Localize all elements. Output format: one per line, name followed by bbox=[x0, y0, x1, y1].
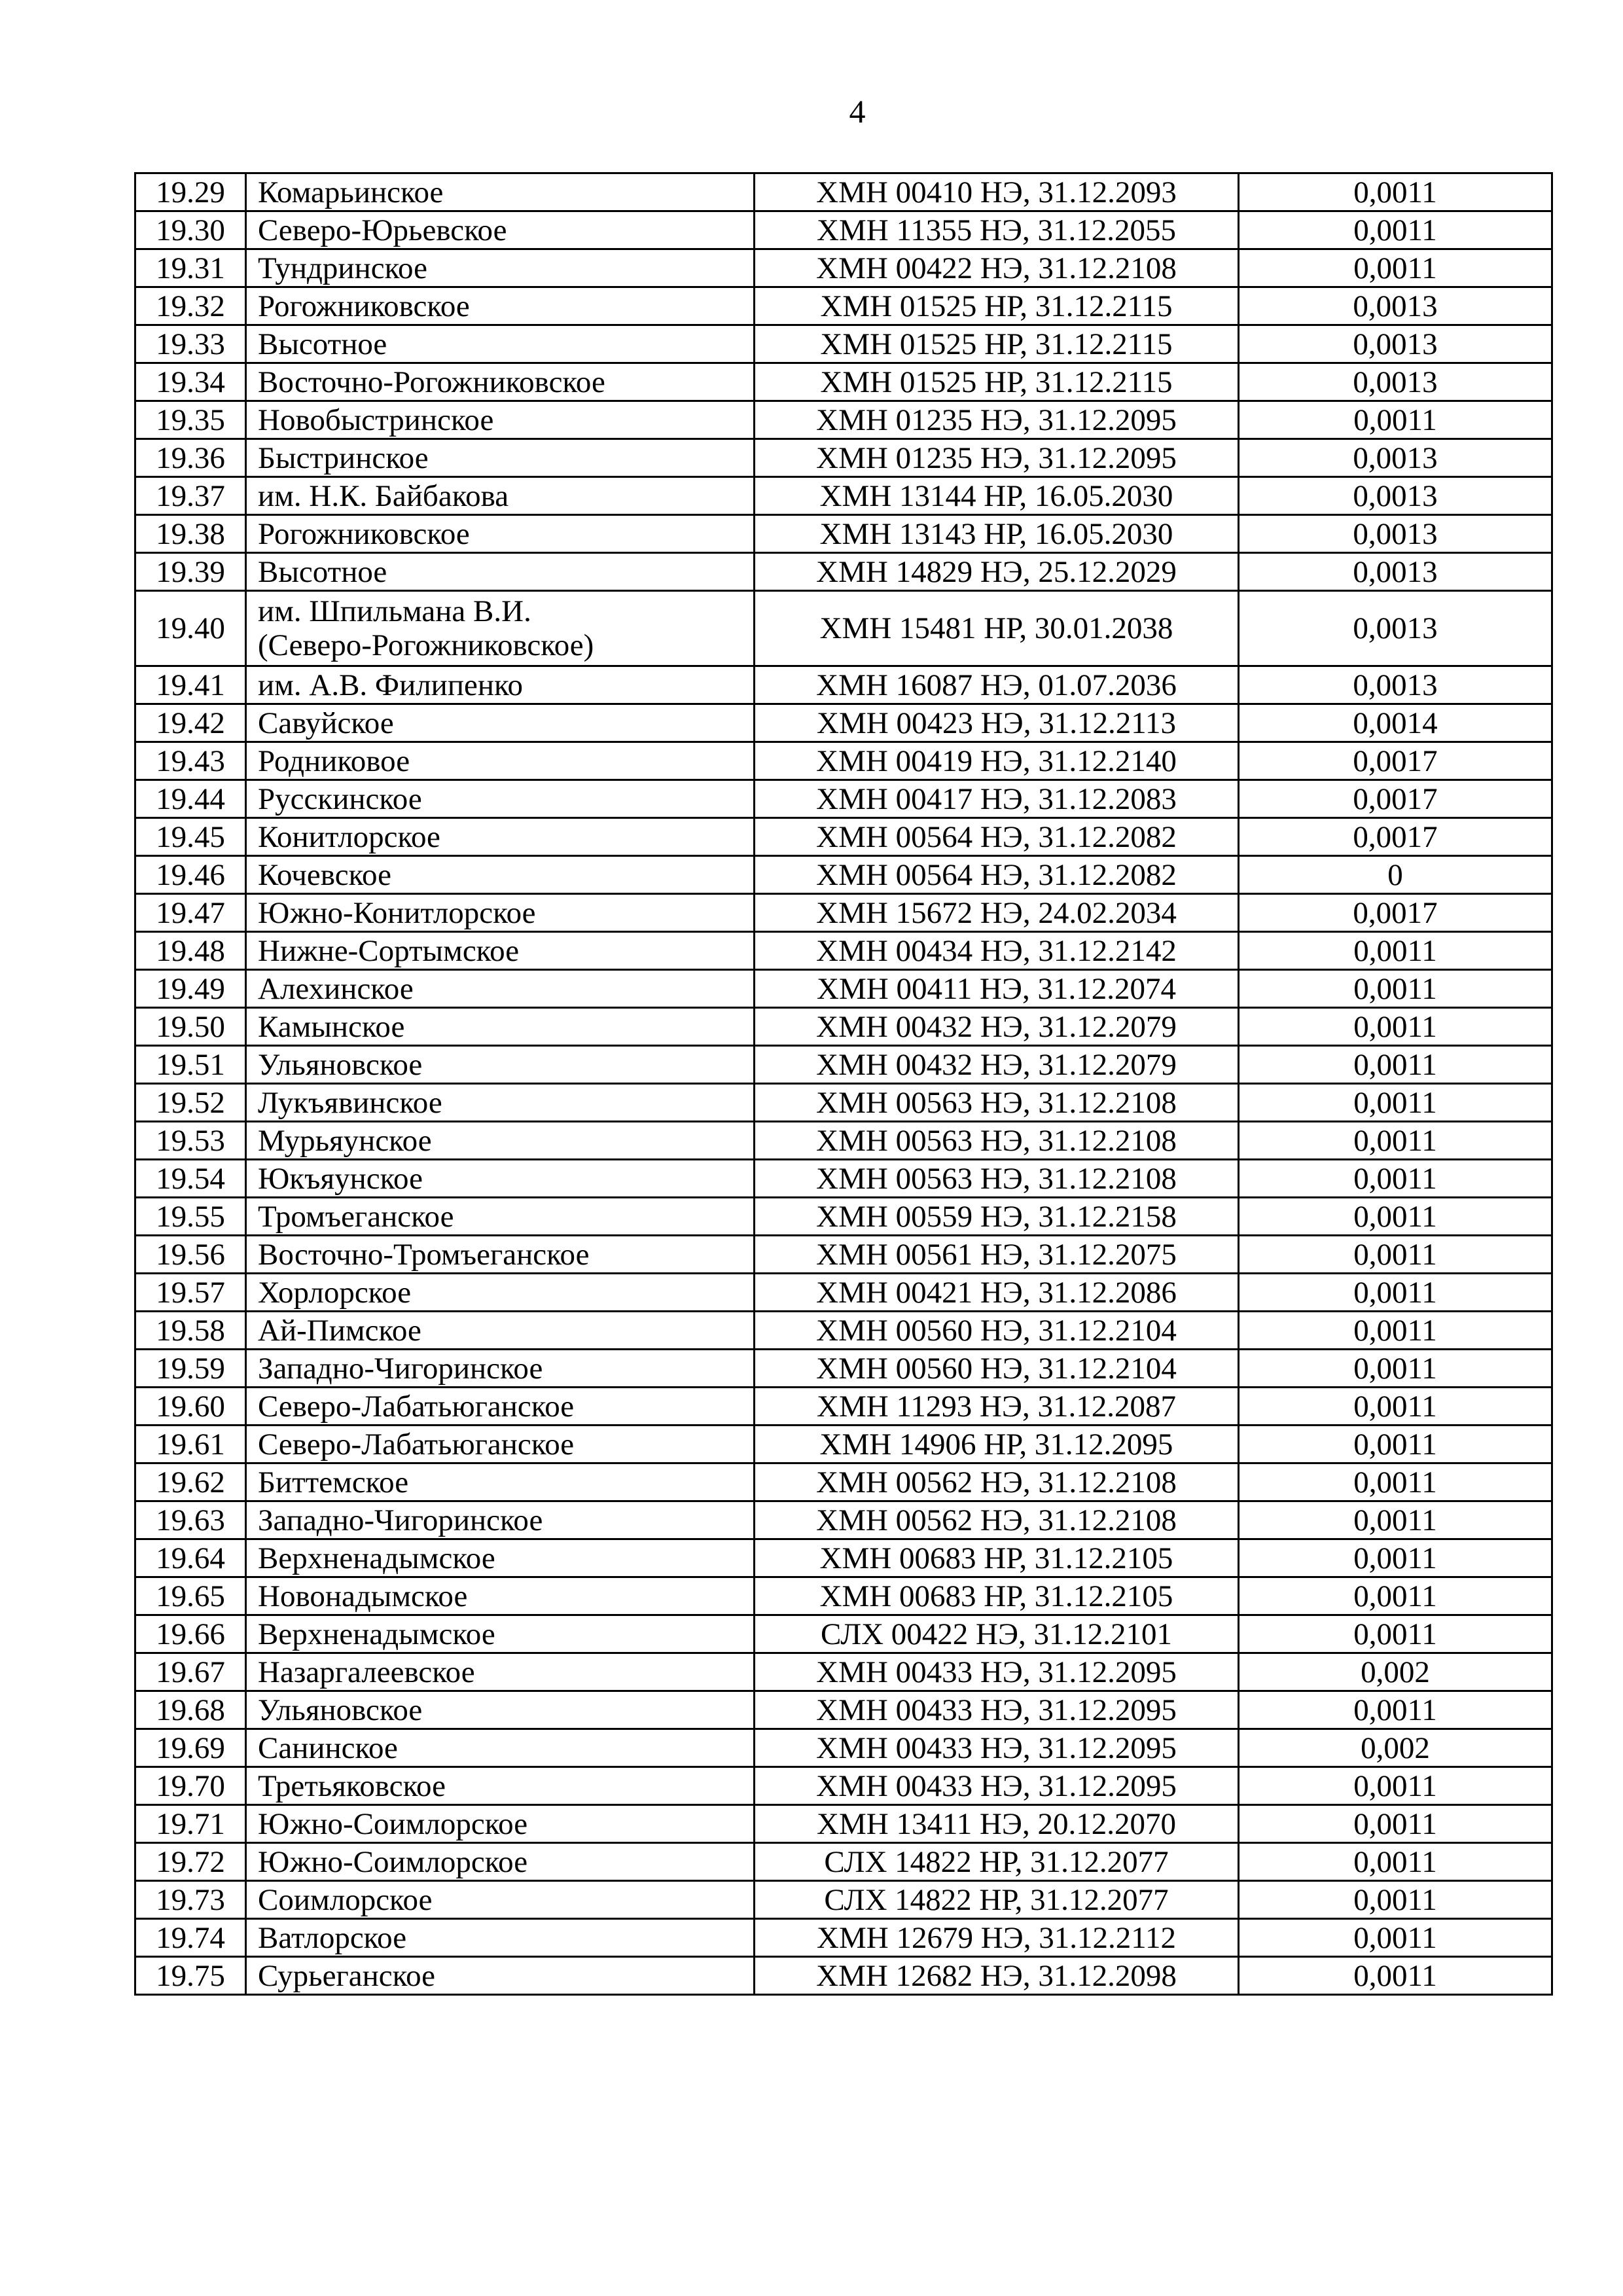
deposit-name-cell bbox=[246, 742, 755, 780]
table-row bbox=[135, 932, 1552, 970]
deposit-name-cell bbox=[246, 1577, 755, 1615]
deposit-name-line: Русскинское bbox=[258, 781, 422, 816]
coefficient-cell: 0,0013 bbox=[1239, 325, 1552, 363]
deposit-name-line: Кочевское bbox=[258, 857, 391, 892]
deposit-name-cell bbox=[246, 780, 755, 818]
coefficient-cell: 0,0011 bbox=[1239, 211, 1552, 249]
table-row bbox=[135, 325, 1552, 363]
deposit-name-line: Конитлорское bbox=[258, 819, 440, 854]
deposit-name-line: Тундринское bbox=[258, 251, 427, 285]
license-cell: ХМН 01235 НЭ, 31.12.2095 bbox=[755, 401, 1239, 439]
row-number-cell: 19.50 bbox=[135, 1008, 246, 1046]
license-cell: ХМН 15481 НР, 30.01.2038 bbox=[755, 591, 1239, 666]
license-cell: ХМН 14829 НЭ, 25.12.2029 bbox=[755, 553, 1239, 591]
deposit-name-cell bbox=[246, 1843, 755, 1881]
row-number-cell: 19.61 bbox=[135, 1426, 246, 1463]
coefficient-cell: 0,0011 bbox=[1239, 1046, 1552, 1084]
license-cell: ХМН 00562 НЭ, 31.12.2108 bbox=[755, 1463, 1239, 1501]
deposit-name-cell bbox=[246, 553, 755, 591]
deposit-name-line: Комарьинское bbox=[258, 175, 444, 209]
row-number-cell: 19.65 bbox=[135, 1577, 246, 1615]
deposit-name-cell bbox=[246, 1312, 755, 1350]
row-number-cell: 19.60 bbox=[135, 1388, 246, 1426]
deposit-name-cell bbox=[246, 477, 755, 515]
row-number-cell: 19.55 bbox=[135, 1198, 246, 1236]
table-row bbox=[135, 1805, 1552, 1843]
deposit-name-cell bbox=[246, 1501, 755, 1539]
license-cell: ХМН 13411 НЭ, 20.12.2070 bbox=[755, 1805, 1239, 1843]
deposit-name-cell bbox=[246, 856, 755, 894]
row-number-cell: 19.31 bbox=[135, 249, 246, 287]
row-number-cell: 19.36 bbox=[135, 439, 246, 477]
deposit-name-cell bbox=[246, 1122, 755, 1160]
deposit-name-line: Ульяновское bbox=[258, 1693, 423, 1727]
deposit-name-line: Лукъявинское bbox=[258, 1085, 442, 1120]
deposit-name-cell bbox=[246, 1388, 755, 1426]
table-row bbox=[135, 477, 1552, 515]
row-number-cell: 19.64 bbox=[135, 1539, 246, 1577]
coefficient-cell: 0,0011 bbox=[1239, 1426, 1552, 1463]
table-row bbox=[135, 742, 1552, 780]
license-cell: ХМН 00562 НЭ, 31.12.2108 bbox=[755, 1501, 1239, 1539]
deposits-table bbox=[134, 172, 1553, 1996]
deposit-name-cell bbox=[246, 325, 755, 363]
row-number-cell: 19.54 bbox=[135, 1160, 246, 1198]
deposit-name-cell bbox=[246, 1463, 755, 1501]
license-cell: ХМН 00432 НЭ, 31.12.2079 bbox=[755, 1008, 1239, 1046]
table-row bbox=[135, 249, 1552, 287]
coefficient-cell: 0,0013 bbox=[1239, 591, 1552, 666]
license-cell: ХМН 00434 НЭ, 31.12.2142 bbox=[755, 932, 1239, 970]
deposit-name-line: Юкъяунское bbox=[258, 1161, 423, 1196]
table-row bbox=[135, 1767, 1552, 1805]
row-number-cell: 19.75 bbox=[135, 1957, 246, 1995]
deposit-name-cell bbox=[246, 818, 755, 856]
coefficient-cell: 0,0011 bbox=[1239, 1957, 1552, 1995]
deposit-name-cell bbox=[246, 439, 755, 477]
coefficient-cell: 0,0011 bbox=[1239, 1350, 1552, 1388]
row-number-cell: 19.41 bbox=[135, 666, 246, 704]
deposit-name-line: Камынское bbox=[258, 1009, 405, 1044]
license-cell: ХМН 13143 НР, 16.05.2030 bbox=[755, 515, 1239, 553]
license-cell: ХМН 00417 НЭ, 31.12.2083 bbox=[755, 780, 1239, 818]
deposit-name-cell bbox=[246, 1653, 755, 1691]
deposit-name-line: Верхненадымское bbox=[258, 1617, 495, 1651]
coefficient-cell: 0,0011 bbox=[1239, 970, 1552, 1008]
table-row bbox=[135, 1122, 1552, 1160]
deposit-name-line: Восточно-Тромъеганское bbox=[258, 1237, 590, 1272]
deposit-name-line: Северо-Юрьевское bbox=[258, 213, 507, 247]
deposit-name-line: (Северо-Рогожниковское) bbox=[258, 628, 594, 662]
license-cell: ХМН 00560 НЭ, 31.12.2104 bbox=[755, 1350, 1239, 1388]
table-row bbox=[135, 1957, 1552, 1995]
deposit-name-cell bbox=[246, 1046, 755, 1084]
license-cell: ХМН 12682 НЭ, 31.12.2098 bbox=[755, 1957, 1239, 1995]
coefficient-cell: 0,0011 bbox=[1239, 1160, 1552, 1198]
deposit-name-cell bbox=[246, 666, 755, 704]
coefficient-cell: 0,0011 bbox=[1239, 1539, 1552, 1577]
license-cell: ХМН 16087 НЭ, 01.07.2036 bbox=[755, 666, 1239, 704]
coefficient-cell: 0,0011 bbox=[1239, 1198, 1552, 1236]
coefficient-cell: 0,0013 bbox=[1239, 477, 1552, 515]
row-number-cell: 19.35 bbox=[135, 401, 246, 439]
deposit-name-line: Рогожниковское bbox=[258, 516, 470, 551]
deposit-name-line: им. А.В. Филипенко bbox=[258, 668, 523, 702]
coefficient-cell: 0,0011 bbox=[1239, 401, 1552, 439]
coefficient-cell: 0,0017 bbox=[1239, 818, 1552, 856]
table-row bbox=[135, 401, 1552, 439]
deposit-name-cell bbox=[246, 1274, 755, 1312]
deposit-name-cell bbox=[246, 1881, 755, 1919]
coefficient-cell: 0,0017 bbox=[1239, 780, 1552, 818]
deposit-name-cell bbox=[246, 211, 755, 249]
deposit-name-line: Ульяновское bbox=[258, 1047, 423, 1082]
license-cell: ХМН 00564 НЭ, 31.12.2082 bbox=[755, 818, 1239, 856]
coefficient-cell: 0,0011 bbox=[1239, 1084, 1552, 1122]
row-number-cell: 19.38 bbox=[135, 515, 246, 553]
table-row bbox=[135, 1843, 1552, 1881]
license-cell: ХМН 00410 НЭ, 31.12.2093 bbox=[755, 173, 1239, 211]
coefficient-cell: 0,0011 bbox=[1239, 1274, 1552, 1312]
row-number-cell: 19.49 bbox=[135, 970, 246, 1008]
deposit-name-cell bbox=[246, 363, 755, 401]
row-number-cell: 19.30 bbox=[135, 211, 246, 249]
table-row bbox=[135, 666, 1552, 704]
row-number-cell: 19.44 bbox=[135, 780, 246, 818]
deposit-name-line: им. Н.К. Байбакова bbox=[258, 478, 509, 513]
license-cell: ХМН 00433 НЭ, 31.12.2095 bbox=[755, 1729, 1239, 1767]
table-row bbox=[135, 1388, 1552, 1426]
table-row bbox=[135, 1539, 1552, 1577]
row-number-cell: 19.46 bbox=[135, 856, 246, 894]
coefficient-cell: 0,0011 bbox=[1239, 173, 1552, 211]
coefficient-cell: 0,002 bbox=[1239, 1729, 1552, 1767]
deposit-name-line: Родниковое bbox=[258, 744, 410, 778]
row-number-cell: 19.66 bbox=[135, 1615, 246, 1653]
deposit-name-line: Верхненадымское bbox=[258, 1541, 495, 1575]
deposit-name-cell bbox=[246, 173, 755, 211]
deposit-name-line: Тромъеганское bbox=[258, 1199, 454, 1234]
coefficient-cell: 0,0011 bbox=[1239, 932, 1552, 970]
table-row bbox=[135, 591, 1552, 666]
license-cell: ХМН 11293 НЭ, 31.12.2087 bbox=[755, 1388, 1239, 1426]
coefficient-cell: 0 bbox=[1239, 856, 1552, 894]
license-cell: ХМН 01525 НР, 31.12.2115 bbox=[755, 287, 1239, 325]
table-row bbox=[135, 856, 1552, 894]
deposit-name-line: Биттемское bbox=[258, 1465, 409, 1499]
deposit-name-line: Мурьяунское bbox=[258, 1123, 432, 1158]
table-row bbox=[135, 1463, 1552, 1501]
row-number-cell: 19.69 bbox=[135, 1729, 246, 1767]
table-row bbox=[135, 1501, 1552, 1539]
deposit-name-line: им. Шпильмана В.И. bbox=[258, 594, 531, 628]
deposit-name-cell bbox=[246, 401, 755, 439]
deposit-name-line: Алехинское bbox=[258, 971, 414, 1006]
deposit-name-line: Высотное bbox=[258, 327, 387, 361]
table-row bbox=[135, 287, 1552, 325]
row-number-cell: 19.33 bbox=[135, 325, 246, 363]
deposit-name-cell bbox=[246, 704, 755, 742]
coefficient-cell: 0,0011 bbox=[1239, 1767, 1552, 1805]
coefficient-cell: 0,0011 bbox=[1239, 1881, 1552, 1919]
coefficient-cell: 0,0017 bbox=[1239, 742, 1552, 780]
deposits-table-wrapper bbox=[134, 172, 1551, 1996]
coefficient-cell: 0,0011 bbox=[1239, 1919, 1552, 1957]
deposit-name-cell bbox=[246, 515, 755, 553]
license-cell: ХМН 00563 НЭ, 31.12.2108 bbox=[755, 1084, 1239, 1122]
row-number-cell: 19.34 bbox=[135, 363, 246, 401]
table-row bbox=[135, 363, 1552, 401]
license-cell: ХМН 12679 НЭ, 31.12.2112 bbox=[755, 1919, 1239, 1957]
row-number-cell: 19.53 bbox=[135, 1122, 246, 1160]
row-number-cell: 19.45 bbox=[135, 818, 246, 856]
license-cell: ХМН 00560 НЭ, 31.12.2104 bbox=[755, 1312, 1239, 1350]
row-number-cell: 19.39 bbox=[135, 553, 246, 591]
table-row bbox=[135, 1653, 1552, 1691]
coefficient-cell: 0,0011 bbox=[1239, 249, 1552, 287]
license-cell: СЛХ 14822 НР, 31.12.2077 bbox=[755, 1881, 1239, 1919]
license-cell: ХМН 00432 НЭ, 31.12.2079 bbox=[755, 1046, 1239, 1084]
deposit-name-line: Быстринское bbox=[258, 440, 429, 475]
deposit-name-cell bbox=[246, 1729, 755, 1767]
license-cell: ХМН 00423 НЭ, 31.12.2113 bbox=[755, 704, 1239, 742]
table-body bbox=[135, 173, 1552, 1995]
coefficient-cell: 0,0011 bbox=[1239, 1312, 1552, 1350]
row-number-cell: 19.29 bbox=[135, 173, 246, 211]
table-row bbox=[135, 1160, 1552, 1198]
row-number-cell: 19.68 bbox=[135, 1691, 246, 1729]
license-cell: ХМН 13144 НР, 16.05.2030 bbox=[755, 477, 1239, 515]
license-cell: ХМН 00564 НЭ, 31.12.2082 bbox=[755, 856, 1239, 894]
row-number-cell: 19.32 bbox=[135, 287, 246, 325]
row-number-cell: 19.40 bbox=[135, 591, 246, 666]
deposit-name-line: Сурьеганское bbox=[258, 1958, 436, 1993]
deposit-name-line: Соимлорское bbox=[258, 1882, 433, 1917]
coefficient-cell: 0,0017 bbox=[1239, 894, 1552, 932]
deposit-name-line: Высотное bbox=[258, 554, 387, 589]
deposit-name-line: Назаргалеевское bbox=[258, 1655, 475, 1689]
row-number-cell: 19.70 bbox=[135, 1767, 246, 1805]
deposit-name-cell bbox=[246, 1767, 755, 1805]
table-row bbox=[135, 1577, 1552, 1615]
coefficient-cell: 0,0011 bbox=[1239, 1691, 1552, 1729]
license-cell: ХМН 00421 НЭ, 31.12.2086 bbox=[755, 1274, 1239, 1312]
deposit-name-cell bbox=[246, 932, 755, 970]
row-number-cell: 19.58 bbox=[135, 1312, 246, 1350]
deposit-name-line: Южно-Соимлорское bbox=[258, 1806, 528, 1841]
deposit-name-cell bbox=[246, 1919, 755, 1957]
deposit-name-line: Санинское bbox=[258, 1731, 398, 1765]
table-row bbox=[135, 894, 1552, 932]
deposit-name-line: Южно-Соимлорское bbox=[258, 1844, 528, 1879]
deposit-name-line: Южно-Конитлорское bbox=[258, 895, 536, 930]
deposit-name-cell bbox=[246, 894, 755, 932]
deposit-name-line: Ай-Пимское bbox=[258, 1313, 421, 1348]
table-row bbox=[135, 1312, 1552, 1350]
deposit-name-cell bbox=[246, 1615, 755, 1653]
coefficient-cell: 0,0011 bbox=[1239, 1388, 1552, 1426]
row-number-cell: 19.43 bbox=[135, 742, 246, 780]
license-cell: СЛХ 00422 НЭ, 31.12.2101 bbox=[755, 1615, 1239, 1653]
row-number-cell: 19.51 bbox=[135, 1046, 246, 1084]
deposit-name-cell bbox=[246, 1198, 755, 1236]
coefficient-cell: 0,0011 bbox=[1239, 1843, 1552, 1881]
deposit-name-cell bbox=[246, 1008, 755, 1046]
table-row bbox=[135, 704, 1552, 742]
license-cell: ХМН 00563 НЭ, 31.12.2108 bbox=[755, 1160, 1239, 1198]
row-number-cell: 19.56 bbox=[135, 1236, 246, 1274]
coefficient-cell: 0,0011 bbox=[1239, 1008, 1552, 1046]
row-number-cell: 19.74 bbox=[135, 1919, 246, 1957]
coefficient-cell: 0,0013 bbox=[1239, 515, 1552, 553]
coefficient-cell: 0,0011 bbox=[1239, 1615, 1552, 1653]
coefficient-cell: 0,0014 bbox=[1239, 704, 1552, 742]
row-number-cell: 19.71 bbox=[135, 1805, 246, 1843]
table-row bbox=[135, 1350, 1552, 1388]
deposit-name-cell bbox=[246, 1236, 755, 1274]
coefficient-cell: 0,0013 bbox=[1239, 553, 1552, 591]
page-number: 4 bbox=[849, 93, 866, 130]
row-number-cell: 19.72 bbox=[135, 1843, 246, 1881]
row-number-cell: 19.42 bbox=[135, 704, 246, 742]
deposit-name-line: Хорлорское bbox=[258, 1275, 412, 1310]
deposit-name-line: Новобыстринское bbox=[258, 403, 494, 437]
license-cell: ХМН 00433 НЭ, 31.12.2095 bbox=[755, 1653, 1239, 1691]
coefficient-cell: 0,0013 bbox=[1239, 439, 1552, 477]
row-number-cell: 19.73 bbox=[135, 1881, 246, 1919]
coefficient-cell: 0,0013 bbox=[1239, 666, 1552, 704]
table-row bbox=[135, 553, 1552, 591]
coefficient-cell: 0,0013 bbox=[1239, 287, 1552, 325]
deposit-name-cell bbox=[246, 1084, 755, 1122]
deposit-name-line: Западно-Чигоринское bbox=[258, 1351, 543, 1386]
license-cell: ХМН 01525 НР, 31.12.2115 bbox=[755, 363, 1239, 401]
coefficient-cell: 0,0011 bbox=[1239, 1236, 1552, 1274]
coefficient-cell: 0,002 bbox=[1239, 1653, 1552, 1691]
table-row bbox=[135, 1426, 1552, 1463]
deposit-name-line: Нижне-Сортымское bbox=[258, 933, 520, 968]
deposit-name-line: Восточно-Рогожниковское bbox=[258, 365, 605, 399]
license-cell: СЛХ 14822 НР, 31.12.2077 bbox=[755, 1843, 1239, 1881]
license-cell: ХМН 00419 НЭ, 31.12.2140 bbox=[755, 742, 1239, 780]
table-row bbox=[135, 1008, 1552, 1046]
row-number-cell: 19.47 bbox=[135, 894, 246, 932]
table-row bbox=[135, 1198, 1552, 1236]
deposit-name-cell bbox=[246, 1160, 755, 1198]
table-row bbox=[135, 439, 1552, 477]
row-number-cell: 19.59 bbox=[135, 1350, 246, 1388]
table-row bbox=[135, 818, 1552, 856]
coefficient-cell: 0,0011 bbox=[1239, 1577, 1552, 1615]
deposit-name-cell bbox=[246, 1539, 755, 1577]
license-cell: ХМН 00433 НЭ, 31.12.2095 bbox=[755, 1691, 1239, 1729]
coefficient-cell: 0,0011 bbox=[1239, 1122, 1552, 1160]
table-row bbox=[135, 1691, 1552, 1729]
row-number-cell: 19.48 bbox=[135, 932, 246, 970]
license-cell: ХМН 00561 НЭ, 31.12.2075 bbox=[755, 1236, 1239, 1274]
table-row bbox=[135, 1881, 1552, 1919]
license-cell: ХМН 00411 НЭ, 31.12.2074 bbox=[755, 970, 1239, 1008]
table-row bbox=[135, 970, 1552, 1008]
deposit-name-line: Ватлорское bbox=[258, 1920, 407, 1955]
row-number-cell: 19.37 bbox=[135, 477, 246, 515]
deposit-name-cell bbox=[246, 1426, 755, 1463]
deposit-name-line: Рогожниковское bbox=[258, 289, 470, 323]
row-number-cell: 19.67 bbox=[135, 1653, 246, 1691]
deposit-name-cell bbox=[246, 591, 755, 666]
deposit-name-line: Савуйское bbox=[258, 706, 394, 740]
license-cell: ХМН 15672 НЭ, 24.02.2034 bbox=[755, 894, 1239, 932]
license-cell: ХМН 00683 НР, 31.12.2105 bbox=[755, 1577, 1239, 1615]
license-cell: ХМН 00683 НР, 31.12.2105 bbox=[755, 1539, 1239, 1577]
license-cell: ХМН 00422 НЭ, 31.12.2108 bbox=[755, 249, 1239, 287]
deposit-name-line: Новонадымское bbox=[258, 1579, 468, 1613]
table-row bbox=[135, 1084, 1552, 1122]
table-row bbox=[135, 1274, 1552, 1312]
deposit-name-line: Северо-Лабатьюганское bbox=[258, 1389, 575, 1424]
license-cell: ХМН 00559 НЭ, 31.12.2158 bbox=[755, 1198, 1239, 1236]
row-number-cell: 19.57 bbox=[135, 1274, 246, 1312]
table-row bbox=[135, 1919, 1552, 1957]
license-cell: ХМН 00563 НЭ, 31.12.2108 bbox=[755, 1122, 1239, 1160]
coefficient-cell: 0,0011 bbox=[1239, 1805, 1552, 1843]
deposit-name-cell bbox=[246, 1957, 755, 1995]
deposit-name-line: Западно-Чигоринское bbox=[258, 1503, 543, 1537]
table-row bbox=[135, 211, 1552, 249]
table-row bbox=[135, 173, 1552, 211]
license-cell: ХМН 11355 НЭ, 31.12.2055 bbox=[755, 211, 1239, 249]
deposit-name-cell bbox=[246, 249, 755, 287]
license-cell: ХМН 00433 НЭ, 31.12.2095 bbox=[755, 1767, 1239, 1805]
deposit-name-line: Северо-Лабатьюганское bbox=[258, 1427, 575, 1462]
table-row bbox=[135, 1046, 1552, 1084]
table-row bbox=[135, 780, 1552, 818]
row-number-cell: 19.52 bbox=[135, 1084, 246, 1122]
table-row bbox=[135, 1236, 1552, 1274]
coefficient-cell: 0,0013 bbox=[1239, 363, 1552, 401]
table-row bbox=[135, 515, 1552, 553]
coefficient-cell: 0,0011 bbox=[1239, 1501, 1552, 1539]
deposit-name-line: Третьяковское bbox=[258, 1768, 446, 1803]
deposit-name-cell bbox=[246, 1350, 755, 1388]
coefficient-cell: 0,0011 bbox=[1239, 1463, 1552, 1501]
license-cell: ХМН 01235 НЭ, 31.12.2095 bbox=[755, 439, 1239, 477]
row-number-cell: 19.62 bbox=[135, 1463, 246, 1501]
table-row bbox=[135, 1615, 1552, 1653]
license-cell: ХМН 14906 НР, 31.12.2095 bbox=[755, 1426, 1239, 1463]
row-number-cell: 19.63 bbox=[135, 1501, 246, 1539]
license-cell: ХМН 01525 НР, 31.12.2115 bbox=[755, 325, 1239, 363]
deposit-name-cell bbox=[246, 1805, 755, 1843]
table-row bbox=[135, 1729, 1552, 1767]
deposit-name-cell bbox=[246, 1691, 755, 1729]
deposit-name-cell bbox=[246, 287, 755, 325]
deposit-name-cell bbox=[246, 970, 755, 1008]
